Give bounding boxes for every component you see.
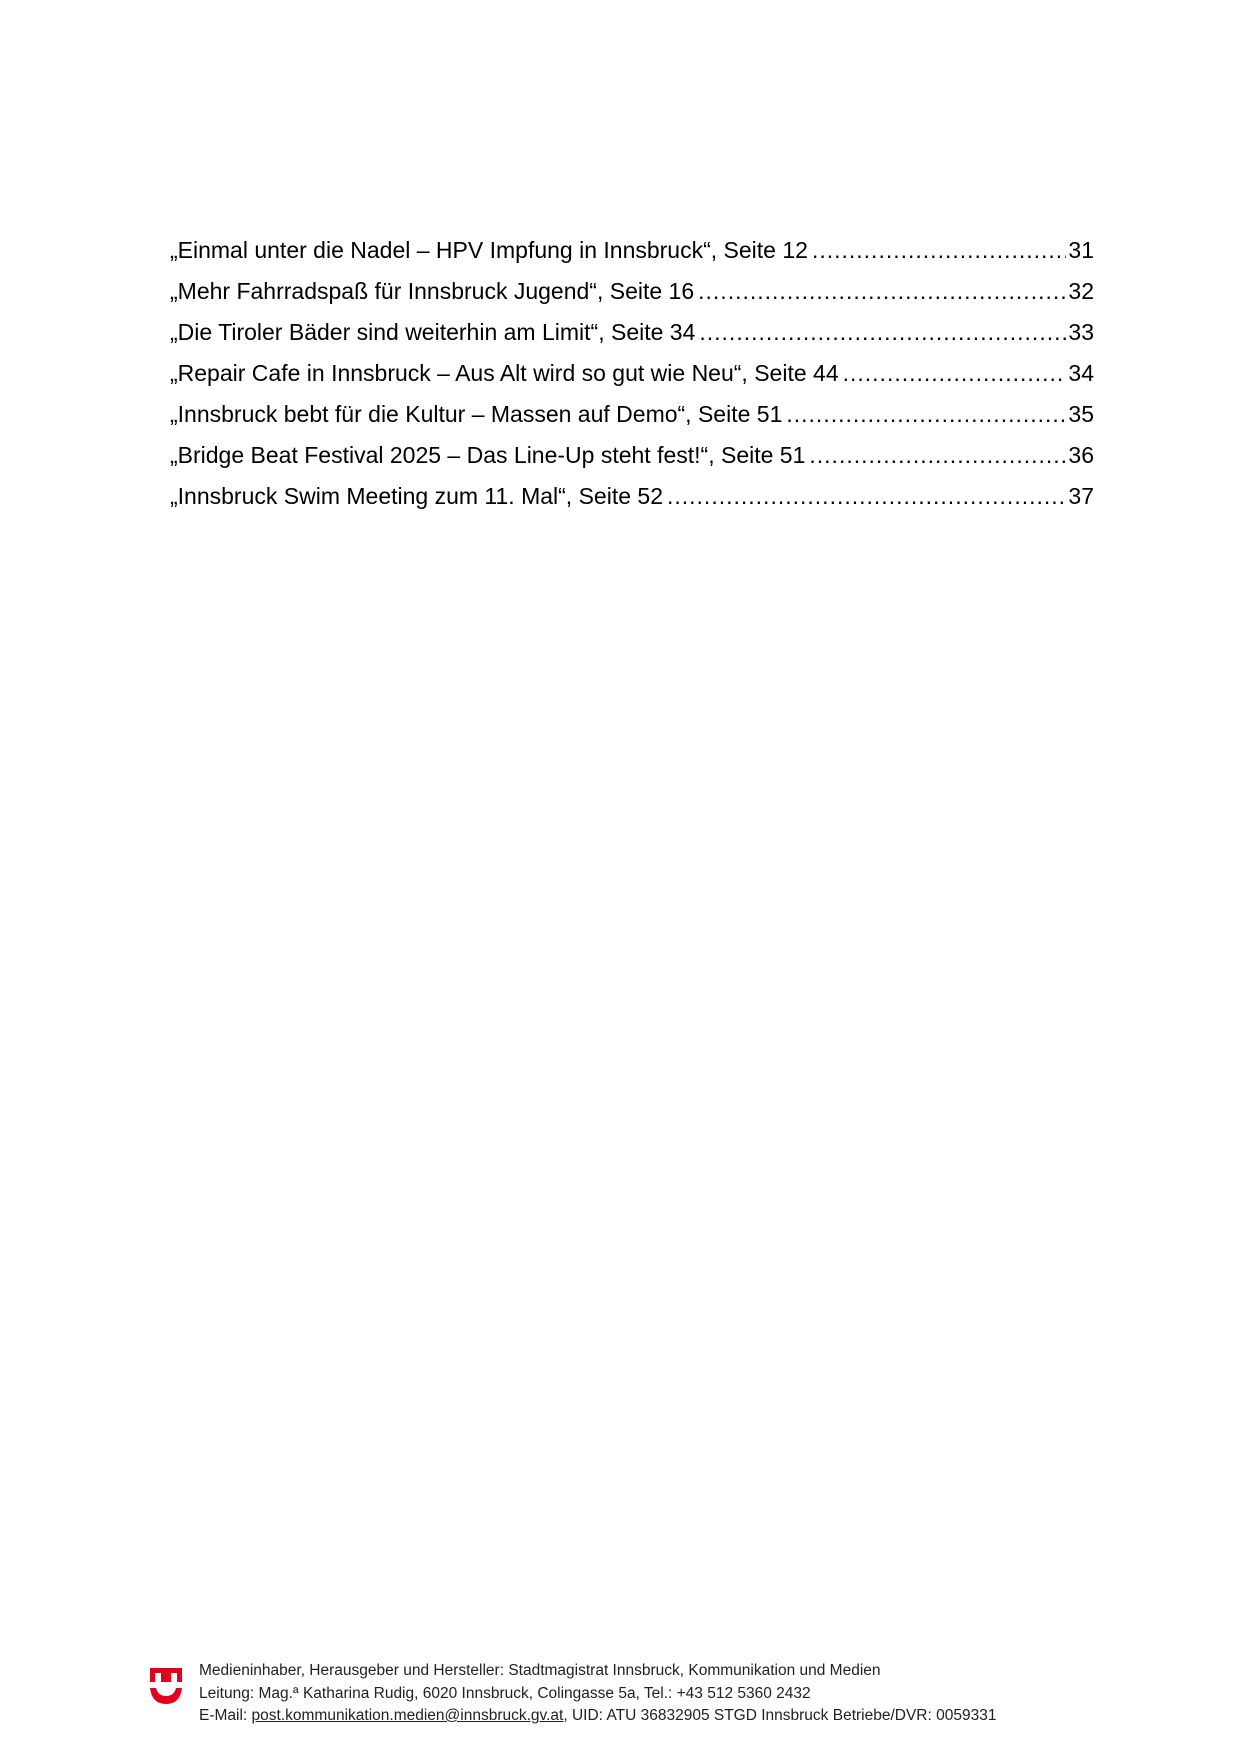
footer-management-line: Leitung: Mag.ª Katharina Rudig, 6020 Innsbruck, Colingasse 5a, Tel.: +43 512 5360 2432	[199, 1684, 811, 1702]
toc-entry-title: „Innsbruck Swim Meeting zum 11. Mal“, Seite 52	[170, 483, 663, 509]
footer-contact-line	[199, 1705, 996, 1728]
toc-entry[interactable]	[170, 312, 1094, 353]
footer-imprint	[199, 1660, 996, 1728]
toc-entry[interactable]	[170, 271, 1094, 312]
toc-entry[interactable]	[170, 476, 1094, 517]
toc-page-number: 36	[1068, 442, 1094, 468]
toc-page-number: 34	[1068, 360, 1094, 386]
toc-page-number: 32	[1068, 278, 1094, 304]
innsbruck-city-emblem-icon	[150, 1666, 182, 1706]
toc-entry[interactable]	[170, 353, 1094, 394]
toc-page-number: 33	[1068, 319, 1094, 345]
toc-entry-title: „Repair Cafe in Innsbruck – Aus Alt wird so gut wie Neu“, Seite 44	[170, 360, 839, 386]
toc-entry[interactable]	[170, 394, 1094, 435]
toc-dot-leader	[812, 230, 1066, 271]
toc-entry-title: „Die Tiroler Bäder sind weiterhin am Limit“, Seite 34	[170, 319, 696, 345]
toc-dot-leader	[698, 271, 1066, 312]
toc-entry-title: „Bridge Beat Festival 2025 – Das Line-Up steht fest!“, Seite 51	[170, 442, 806, 468]
toc-dot-leader	[786, 394, 1066, 435]
toc-page-number: 35	[1068, 401, 1094, 427]
toc-entry[interactable]	[170, 435, 1094, 476]
footer-publisher-line: Medieninhaber, Herausgeber und Hersteller: Stadtmagistrat Innsbruck, Kommunikation und Medien	[199, 1662, 881, 1679]
toc-dot-leader	[667, 476, 1066, 517]
toc-page-number: 37	[1068, 483, 1094, 509]
table-of-contents	[170, 230, 1094, 517]
footer-email-link[interactable]: post.kommunikation.medien@innsbruck.gv.at	[251, 1707, 564, 1724]
toc-entry-title: „Mehr Fahrradspaß für Innsbruck Jugend“, Seite 16	[170, 278, 695, 304]
toc-entry[interactable]	[170, 230, 1094, 271]
page-footer	[150, 1660, 1110, 1730]
toc-entry-title: „Einmal unter die Nadel – HPV Impfung in Innsbruck“, Seite 12	[170, 237, 808, 263]
footer-uid-text: , UID: ATU 36832905 STGD Innsbruck Betriebe/DVR: 0059331	[563, 1707, 997, 1724]
toc-dot-leader	[699, 312, 1066, 353]
toc-page-number: 31	[1068, 237, 1094, 263]
footer-email-prefix: E-Mail:	[199, 1707, 252, 1724]
toc-dot-leader	[843, 353, 1067, 394]
toc-entry-title: „Innsbruck bebt für die Kultur – Massen auf Demo“, Seite 51	[170, 401, 783, 427]
toc-dot-leader	[809, 435, 1066, 476]
